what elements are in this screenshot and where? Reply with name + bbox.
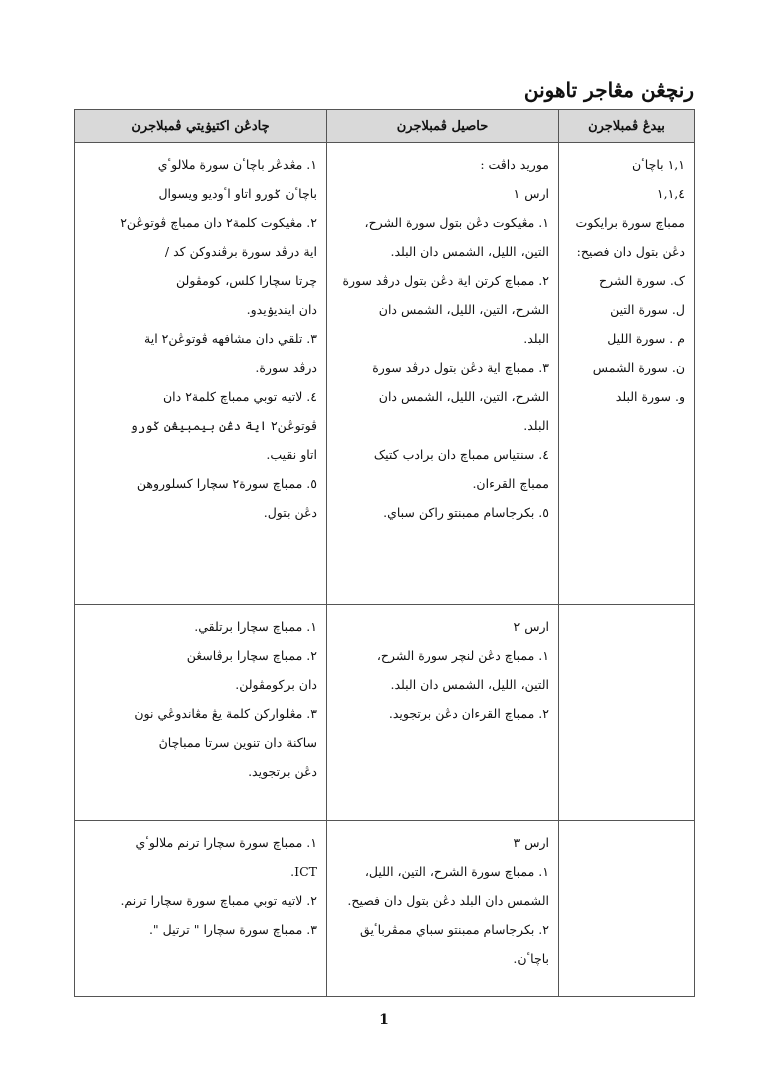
table-row <box>75 143 695 605</box>
table-row <box>75 605 695 821</box>
cell-line: دان برکومڤولن. <box>235 677 317 692</box>
cell-line: باچاٴن. <box>513 951 549 966</box>
cell-line: موريد داڤت : <box>480 157 549 172</box>
table-cell-col2 <box>327 821 559 997</box>
cell-line: الشمس دان البلد دڠن بتول دان فصيح. <box>347 893 549 908</box>
cell-line: ٢. لاتيه توبي ممباچ سورة سچارا ترنم. <box>120 893 317 908</box>
cell-line: الشرح، التين، الليل، الشمس دان <box>378 389 549 404</box>
page-heading: رنچڠن مڠاجر تاهونن <box>523 78 694 102</box>
cell-line: ٢. ممباچ کرتن اية دڠن بتول درڤد سورة <box>342 273 549 288</box>
table-row <box>75 821 695 997</box>
cell-line: ن. سورة الشمس <box>592 360 685 375</box>
cell-line: ICT. <box>290 864 317 879</box>
lesson-plan-table <box>74 109 695 997</box>
cell-line: ٤. سنتياس ممباچ دان برادب کتيک <box>373 447 549 462</box>
cell-line: اتاو نقيب. <box>266 447 317 462</box>
cell-line: التين، الليل، الشمس دان البلد. <box>390 244 549 259</box>
cell-line: ٣. تلقي دان مشافهه ڤوتوڠن٢ اية <box>144 331 317 346</box>
cell-line: ارس ٢ <box>513 619 549 634</box>
header-suggested-activities: چادڠن اکتيۏيتي ڤمبلاجرن <box>75 110 327 143</box>
cell-line: ارس ١ <box>513 186 549 201</box>
cell-line: ک. سورة الشرح <box>598 273 685 288</box>
cell-line: دڠن برتجويد. <box>248 764 317 779</box>
cell-line: ممباچ سورة برايکوت <box>575 215 685 230</box>
cell-line: التين، الليل، الشمس دان البلد. <box>390 677 549 692</box>
cell-line: ارس ٣ <box>513 835 549 850</box>
cell-line: ٣. ممباچ اية دڠن بتول درڤد سورة <box>372 360 549 375</box>
table-cell-col2 <box>327 143 559 605</box>
cell-line: چرتا سچارا کلس، کومڤولن <box>176 273 317 288</box>
cell-line: الشرح، التين، الليل، الشمس دان <box>378 302 549 317</box>
cell-line: دڠن بتول دان فصيح: <box>576 244 685 259</box>
cell-line: ٣. مڠلوارکن کلمة يڠ مڠاندوڠي نون <box>134 706 317 721</box>
table-cell-col1 <box>559 821 695 997</box>
cell-line: ١. ممباچ دڠن لنچر سورة الشرح، <box>376 648 549 663</box>
table-cell-col3 <box>75 605 327 821</box>
cell-line: ٢. ممباچ سچارا برڤاسڠن <box>186 648 317 663</box>
cell-line: ١. ممباچ سورة الشرح، التين، الليل، <box>364 864 549 879</box>
cell-line: دان اينديۏيدو. <box>246 302 317 317</box>
table-cell-col2 <box>327 605 559 821</box>
table-cell-col3 <box>75 143 327 605</box>
cell-line: ٥. بکرجاسام ممبنتو راکن سباي. <box>383 505 549 520</box>
cell-line: ساکنة دان تنوين سرتا ممباچاڽ <box>158 735 317 750</box>
header-learning-area: بيدڠ ڤمبلاجرن <box>559 110 695 143</box>
cell-line: و. سورة البلد <box>615 389 685 404</box>
cell-line: ١. مڠدڠر باچاٴن سورة ملالوٴي <box>157 157 317 172</box>
table-cell-col3 <box>75 821 327 997</box>
cell-line: ٥. ممباچ سورة٢ سچارا کسلوروهن <box>136 476 317 491</box>
cell-line: درڤد سورة. <box>255 360 317 375</box>
cell-line: ١. مڠيکوت دڠن بتول سورة الشرح، <box>364 215 549 230</box>
cell-line: ٢. ممباچ القرءان دڠن برتجويد. <box>388 706 549 721</box>
cell-line: ١. ممباچ سورة سچارا ترنم ملالوٴي <box>135 835 317 850</box>
cell-line: ٢. بکرجاسام ممبنتو سباي ممڤرباٴيق <box>360 922 549 937</box>
cell-line: م . سورة الليل <box>607 331 685 346</box>
cell-line: ٢. مڠيکوت کلمة٢ دان ممباچ ڤوتوڠن٢ <box>120 215 317 230</box>
table-cell-col1 <box>559 605 695 821</box>
header-learning-outcomes: حاصيل ڤمبلاجرن <box>327 110 559 143</box>
cell-line: ل. سورة التين <box>610 302 685 317</box>
cell-line: دڠن بتول. <box>263 505 317 520</box>
cell-line: ٣. ممباچ سورة سچارا " ترتيل ". <box>148 922 317 937</box>
cell-line: ممباچ القرءان. <box>472 476 549 491</box>
table-cell-col1 <box>559 143 695 605</box>
cell-line: البلد. <box>523 331 549 346</box>
page-number: 1 <box>379 1012 389 1028</box>
cell-line: ٤. لاتيه توبي ممباچ کلمة٢ دان <box>162 389 317 404</box>
cell-line: ڤوتوڠن٢ اية دڠن بيمبيڠن ݢورو <box>130 418 317 433</box>
cell-line: اية درڤد سورة برڤندوکن کد / <box>164 244 317 259</box>
cell-line: باچاٴن ݢورو اتاو اٴوديو ويسوال <box>158 186 317 201</box>
table-header-row <box>75 110 695 143</box>
cell-line: ١. ممباچ سچارا برتلقي. <box>194 619 317 634</box>
cell-line: ١,١ باچاٴن <box>631 157 685 172</box>
cell-line: ١,١,٤ <box>656 186 685 201</box>
cell-line: البلد. <box>523 418 549 433</box>
